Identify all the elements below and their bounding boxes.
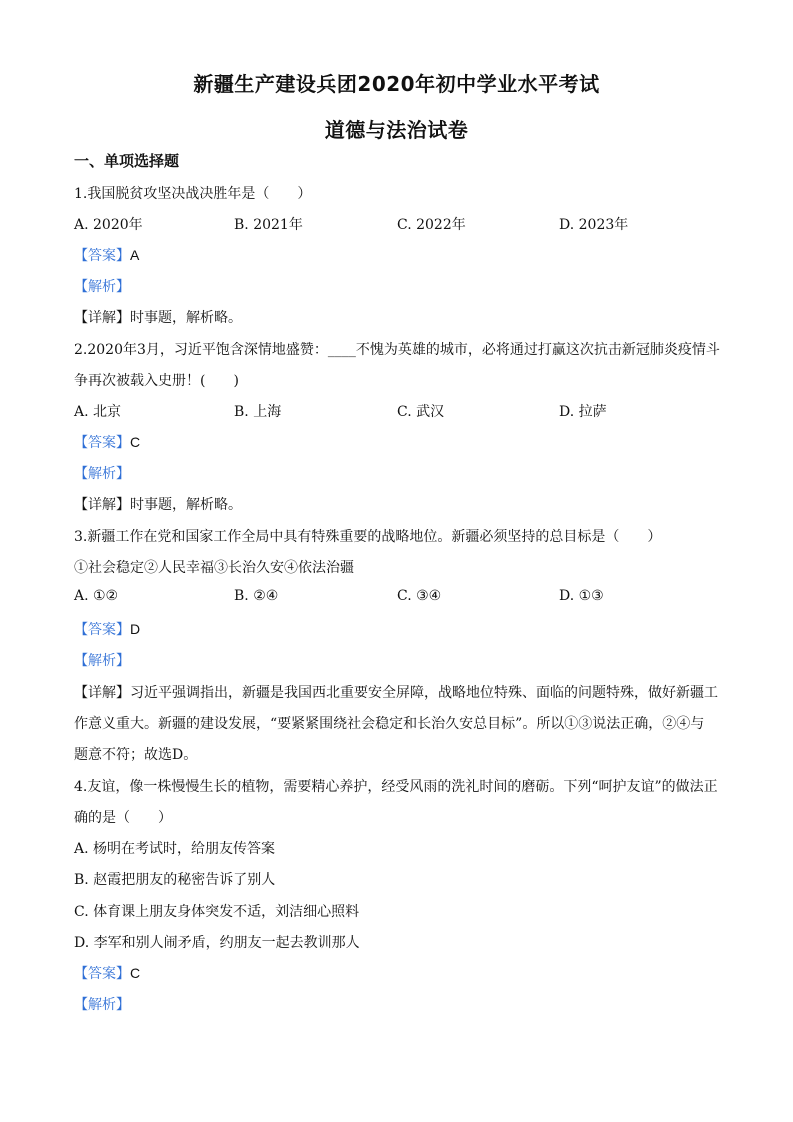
answer-value: A [130, 247, 140, 263]
answer-tag: 【答案】 [74, 435, 130, 451]
q4-option-c: C. 体育课上朋友身体突发不适，刘洁细心照料 [74, 904, 360, 920]
q3-detail-line1 [74, 682, 718, 702]
answer-tag: 【答案】 [74, 248, 130, 264]
exam-subtitle: 道德与法治试卷 [324, 118, 469, 142]
q4-answer [74, 963, 140, 983]
q3-items: ①社会稳定②人民幸福③长治久安④依法治疆 [74, 560, 354, 576]
detail-text: 时事题，解析略。 [130, 497, 242, 513]
answer-tag: 【答案】 [74, 622, 130, 638]
q2-stem-line1: 2.2020年3月，习近平饱含深情地盛赞：____不愧为英雄的城市，必将通过打赢这次抗击新冠肺炎疫情斗 [74, 342, 720, 358]
q2-option-c: C. 武汉 [397, 404, 445, 420]
q1-option-d: D. 2023年 [559, 217, 629, 233]
detail-tag: 【详解】 [74, 685, 130, 701]
q3-stem: 3.新疆工作在党和国家工作全局中具有特殊重要的战略地位。新疆必须坚持的总目标是（ ） [74, 529, 662, 545]
detail-tag: 【详解】 [74, 310, 130, 326]
exam-title: 新疆生产建设兵团2020年初中学业水平考试 [193, 72, 600, 96]
q2-option-b: B. 上海 [234, 404, 282, 420]
q3-detail-line2: 作意义重大。新疆的建设发展，“要紧紧围绕社会稳定和长治久安总目标”。所以①③说法正确，②④与 [74, 716, 705, 732]
q3-option-a: A. ①② [74, 588, 119, 604]
detail-text: 时事题，解析略。 [130, 310, 242, 326]
q2-stem-line2: 争再次被载入史册！( ) [74, 373, 239, 389]
q2-analysis-tag: 【解析】 [74, 466, 130, 482]
q3-option-c: C. ③④ [397, 588, 442, 604]
q1-option-a: A. 2020年 [74, 217, 143, 233]
answer-value: D [130, 621, 141, 637]
q1-option-c: C. 2022年 [397, 217, 466, 233]
q4-analysis-tag: 【解析】 [74, 997, 130, 1013]
q1-option-b: B. 2021年 [234, 217, 303, 233]
q2-answer [74, 432, 140, 452]
q4-stem-line1: 4.友谊，像一株慢慢生长的植物，需要精心养护，经受风雨的洗礼时间的磨砺。下列“呵护友谊”的做法正 [74, 779, 718, 795]
q1-detail [74, 307, 242, 327]
q3-detail-line3: 题意不符；故选D。 [74, 747, 198, 763]
q2-option-a: A. 北京 [74, 404, 122, 420]
q1-stem: 1.我国脱贫攻坚决战决胜年是（ ） [74, 186, 312, 202]
q2-detail [74, 494, 242, 514]
q2-option-d: D. 拉萨 [559, 404, 607, 420]
q1-answer [74, 245, 139, 265]
answer-tag: 【答案】 [74, 966, 130, 982]
detail-text: 习近平强调指出，新疆是我国西北重要安全屏障，战略地位特殊、面临的问题特殊，做好新疆工 [130, 685, 718, 701]
q3-analysis-tag: 【解析】 [74, 653, 130, 669]
detail-tag: 【详解】 [74, 497, 130, 513]
q3-option-d: D. ①③ [559, 588, 604, 604]
q4-option-b: B. 赵霞把朋友的秘密告诉了别人 [74, 872, 276, 888]
q1-analysis-tag: 【解析】 [74, 279, 130, 295]
section-heading: 一、单项选择题 [74, 152, 180, 170]
q4-option-d: D. 李军和别人闹矛盾，约朋友一起去教训那人 [74, 935, 360, 951]
answer-value: C [130, 434, 141, 450]
q4-option-a: A. 杨明在考试时，给朋友传答案 [74, 841, 276, 857]
q4-stem-line2: 确的是（ ） [74, 810, 172, 826]
q3-option-b: B. ②④ [234, 588, 279, 604]
answer-value: C [130, 965, 141, 981]
q3-answer [74, 619, 140, 639]
